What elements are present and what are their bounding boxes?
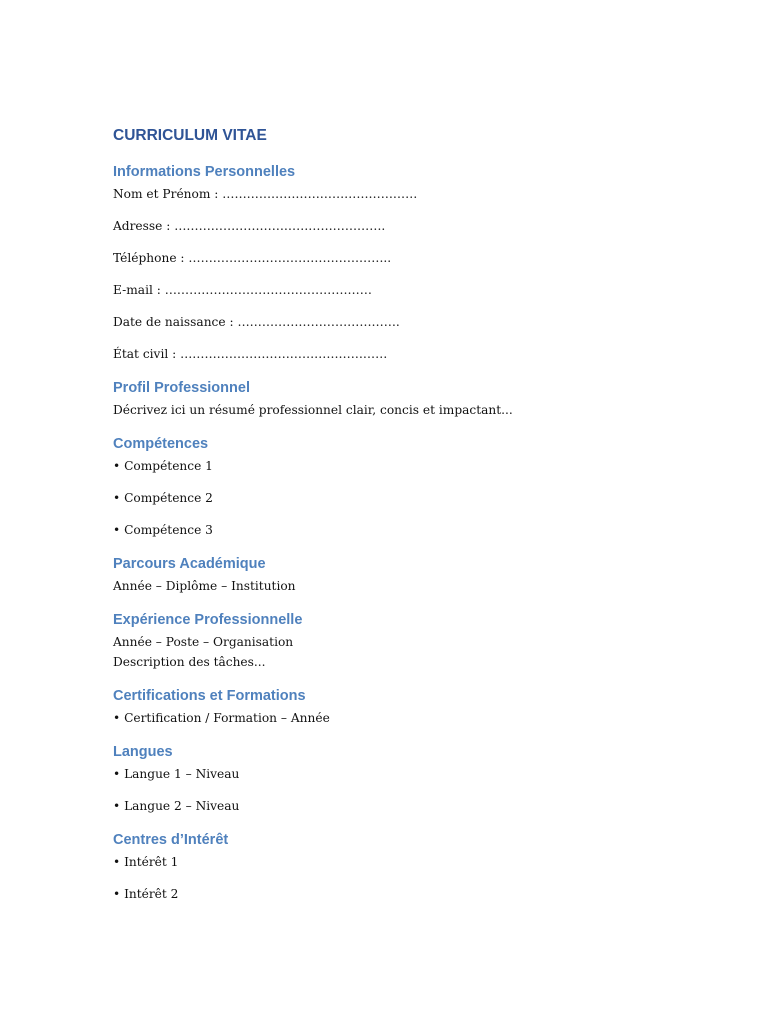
section-heading-personal-info: Informations Personnelles bbox=[113, 164, 296, 180]
section-heading-experience: Expérience Professionnelle bbox=[113, 612, 303, 628]
section-heading-interests: Centres d’Intérêt bbox=[113, 832, 229, 848]
document-title: CURRICULUM VITAE bbox=[113, 127, 267, 144]
field-phone: Téléphone : ………………………………………….. bbox=[113, 251, 392, 265]
skill-item: • Compétence 3 bbox=[113, 523, 213, 537]
experience-description: Description des tâches... bbox=[113, 655, 266, 669]
skill-item: • Compétence 1 bbox=[113, 459, 213, 473]
section-heading-languages: Langues bbox=[113, 744, 173, 760]
experience-line: Année – Poste – Organisation bbox=[113, 635, 294, 649]
language-item: • Langue 1 – Niveau bbox=[113, 767, 240, 781]
section-heading-education: Parcours Académique bbox=[113, 556, 266, 572]
section-heading-profile: Profil Professionnel bbox=[113, 380, 250, 396]
cv-document bbox=[113, 126, 673, 904]
language-item: • Langue 2 – Niveau bbox=[113, 799, 240, 813]
interest-item: • Intérêt 2 bbox=[113, 887, 179, 901]
profile-text: Décrivez ici un résumé professionnel clair, concis et impactant... bbox=[113, 403, 513, 417]
field-email: E-mail : …………………………………………… bbox=[113, 283, 372, 297]
education-line: Année – Diplôme – Institution bbox=[113, 579, 296, 593]
interest-item: • Intérêt 1 bbox=[113, 855, 179, 869]
section-heading-skills: Compétences bbox=[113, 436, 209, 452]
field-birthdate: Date de naissance : …………………………………. bbox=[113, 315, 400, 329]
field-address: Adresse : ……………………………………………. bbox=[113, 219, 386, 233]
field-marital-status: État civil : …………………………………………… bbox=[113, 347, 388, 361]
skill-item: • Compétence 2 bbox=[113, 491, 213, 505]
field-name: Nom et Prénom : ………………………………………… bbox=[113, 187, 418, 201]
certification-item: • Certification / Formation – Année bbox=[113, 711, 330, 725]
section-heading-certifications: Certifications et Formations bbox=[113, 688, 306, 704]
